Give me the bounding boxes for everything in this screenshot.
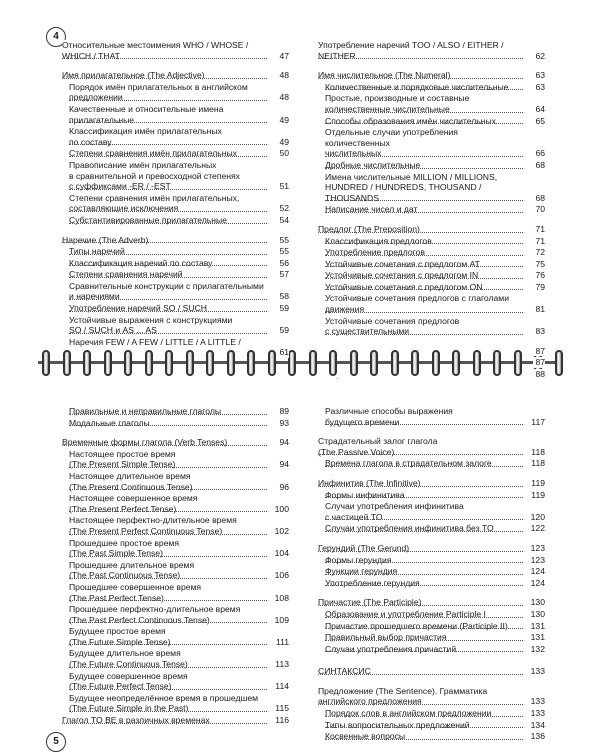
toc-page-ref: 96 xyxy=(279,481,289,492)
toc-subentry xyxy=(318,259,545,270)
toc-entry-title: Образование и употребление Participle I xyxy=(325,608,486,619)
toc-subentry xyxy=(62,449,289,470)
toc-entry-title: (The Past Perfect Tense) xyxy=(69,592,164,603)
toc-entry xyxy=(62,715,289,726)
toc-entry-title: количественные числительные xyxy=(325,103,450,114)
toc-entry-title: Герундий (The Gerund) xyxy=(318,542,410,553)
toc-page-ref: 58 xyxy=(279,291,289,302)
toc-page-ref: 123 xyxy=(530,542,545,553)
toc-entry-title: Устойчивые сочетания предлогов с глаголами xyxy=(325,293,521,304)
binding-ring xyxy=(247,350,255,376)
toc-entry-title: с суффиксами -ER / -EST xyxy=(69,181,171,192)
toc-entry-title: Степени сравнения имён прилагательных xyxy=(69,148,237,159)
toc-entry-title: Устойчивые сочетания с предлогом IN xyxy=(325,270,479,281)
toc-page-ref: 81 xyxy=(535,304,545,315)
toc-entry-title: предложении xyxy=(69,92,123,103)
binding-ring xyxy=(63,350,71,376)
toc-page-ref: 47 xyxy=(279,50,289,61)
binding-ring xyxy=(555,350,563,376)
toc-subentry xyxy=(318,204,545,215)
toc-subentry xyxy=(62,104,289,125)
toc-entry-title: в сравнительной и превосходной степенях xyxy=(69,171,265,182)
toc-entry-title: СИНТАКСИС xyxy=(318,666,371,677)
toc-subentry xyxy=(318,406,545,427)
toc-page-ref: 49 xyxy=(279,114,289,125)
toc-entry xyxy=(62,437,289,448)
toc-page-ref: 111 xyxy=(275,636,289,647)
toc-page-ref: 49 xyxy=(279,136,289,147)
toc-entry-title: (The Present Perfect Continuous Tense) xyxy=(69,525,223,536)
toc-subentry xyxy=(62,148,289,159)
toc-subentry xyxy=(62,418,289,429)
toc-entry-title: Прошедшее простое время xyxy=(69,538,265,549)
toc-page-ref: 113 xyxy=(275,659,289,670)
toc-entry-title: Случаи употребления причастий xyxy=(325,643,457,654)
toc-subentry xyxy=(62,604,289,625)
toc-page-ref: 79 xyxy=(535,281,545,292)
toc-entry-title: Употребление предлогов xyxy=(325,247,425,258)
binding-ring xyxy=(145,350,153,376)
binding-ring xyxy=(329,350,337,376)
toc-entry xyxy=(318,436,545,457)
toc-page-ref: 70 xyxy=(535,204,545,215)
toc-entry xyxy=(318,70,545,81)
binding-ring xyxy=(124,350,132,376)
toc-page-ref: 64 xyxy=(535,103,545,114)
toc-page-lower xyxy=(0,378,600,750)
toc-entry-title: (The Passive Voice) xyxy=(318,446,395,457)
toc-page-ref: 122 xyxy=(530,523,545,534)
toc-entry-title: (The Future Perfect Tense) xyxy=(69,681,172,692)
toc-entry xyxy=(318,224,545,235)
toc-page-ref: 63 xyxy=(535,81,545,92)
toc-entry-title: SO / SUCH и AS ... AS xyxy=(69,325,157,336)
toc-entry-title: Написание чисел и дат xyxy=(325,204,418,215)
toc-entry-title: Временные формы глагола (Verb Tenses) xyxy=(62,437,228,448)
toc-subentry xyxy=(62,648,289,669)
toc-subentry xyxy=(62,671,289,692)
toc-subentry xyxy=(318,621,545,632)
toc-page-ref: 94 xyxy=(279,459,289,470)
toc-entry-title: с частицей TO xyxy=(325,511,383,522)
toc-entry-title: (The Present Continuous Tense) xyxy=(69,481,193,492)
toc-entry xyxy=(318,543,545,554)
toc-entry-title: Типы наречий xyxy=(69,246,125,257)
toc-entry-title: Глагол TO BE в различных временах xyxy=(62,715,210,726)
toc-subentry xyxy=(62,538,289,559)
toc-subentry xyxy=(62,246,289,257)
toc-subentry xyxy=(318,93,545,114)
toc-entry-title: Употребление герундия xyxy=(325,577,420,588)
toc-entry xyxy=(318,666,545,677)
toc-page-ref: 133 xyxy=(530,708,545,719)
toc-entry-title: Наречие (The Adverb) xyxy=(62,234,149,245)
toc-page-ref: 68 xyxy=(535,159,545,170)
toc-entry-title: (The Past Continuous Tense) xyxy=(69,570,181,581)
toc-entry-title: Классификация имён прилагательных xyxy=(69,126,265,137)
toc-subentry xyxy=(318,501,545,522)
toc-entry-title: по составу xyxy=(69,136,112,147)
toc-subentry xyxy=(318,490,545,501)
toc-subentry xyxy=(62,258,289,269)
toc-page-ref: 119 xyxy=(531,477,545,488)
binding-ring xyxy=(493,350,501,376)
toc-entry-title: Случаи употребления инфинитива без TO xyxy=(325,523,494,534)
toc-entry-title: (The Present Perfect Tense) xyxy=(69,503,177,514)
toc-page-ref: 124 xyxy=(530,577,545,588)
binding-bar xyxy=(38,361,562,364)
toc-subentry xyxy=(318,172,545,204)
toc-page-ref: 117 xyxy=(531,416,545,427)
toc-entry-title: Классификация наречий по составу xyxy=(69,257,213,268)
toc-page-ref: 93 xyxy=(279,417,289,428)
toc-entry-title: Настоящее длительное время xyxy=(69,471,265,482)
toc-entry xyxy=(318,686,545,707)
toc-entry-title: английского предложения xyxy=(318,696,422,707)
toc-entry-title: HUNDRED / HUNDREDS, THOUSAND / xyxy=(325,182,521,193)
toc-page-ref: 124 xyxy=(530,566,545,577)
toc-page-ref: 66 xyxy=(535,148,545,159)
toc-entry-title: (The Future Continuous Tense) xyxy=(69,659,188,670)
toc-entry-title: Правильные и неправильные глаголы xyxy=(69,406,222,416)
toc-subentry xyxy=(62,281,289,302)
toc-subentry xyxy=(62,215,289,226)
toc-page-ref: 57 xyxy=(279,269,289,280)
toc-column-left xyxy=(62,40,289,359)
toc-entry xyxy=(62,70,289,81)
toc-page-ref: 133 xyxy=(530,666,545,677)
toc-entry xyxy=(318,597,545,608)
binding-ring xyxy=(268,350,276,376)
toc-entry-title: WHICH / THAT xyxy=(62,50,120,61)
toc-page-ref: 118 xyxy=(531,458,545,469)
toc-subentry xyxy=(318,731,545,742)
toc-entry-title: Устойчивые сочетания с предлогом ON xyxy=(325,281,483,292)
toc-entry-title: Случаи употребления инфинитива xyxy=(325,501,521,512)
toc-page-ref: 118 xyxy=(531,446,545,457)
toc-entry-title: NEITHER xyxy=(318,50,356,61)
toc-page-ref: 102 xyxy=(274,525,289,536)
toc-entry-title: Формы инфинитива xyxy=(325,489,405,500)
toc-entry-title: Функции герундия xyxy=(325,566,398,577)
toc-entry xyxy=(62,40,289,61)
toc-entry-title: Употребление наречий SO / SUCH xyxy=(69,303,207,314)
toc-subentry xyxy=(318,82,545,93)
toc-page-ref: 71 xyxy=(535,223,545,234)
toc-page-ref: 88 xyxy=(535,369,545,380)
toc-entry-title: Настоящее совершенное время xyxy=(69,493,265,504)
toc-page-ref: 63 xyxy=(535,70,545,81)
toc-entry-title: Правильный выбор причастия xyxy=(325,632,447,643)
toc-entry-title: Настоящее простое время xyxy=(69,449,265,460)
toc-subentry xyxy=(62,82,289,103)
toc-page-ref: 59 xyxy=(279,325,289,336)
toc-subentry xyxy=(318,236,545,247)
toc-subentry xyxy=(318,720,545,731)
toc-subentry xyxy=(318,555,545,566)
page-number-badge: 5 xyxy=(46,732,66,752)
toc-entry-title: Прошедшее совершенное время xyxy=(69,582,265,593)
toc-page-ref: 109 xyxy=(274,614,289,625)
toc-entry-title: Употребление наречий TOO / ALSO / EITHER / xyxy=(318,40,521,51)
toc-page-ref: 134 xyxy=(530,719,545,730)
toc-entry-title: Прошедшее перфектно-длительное время xyxy=(69,604,265,615)
page-number-badge: 4 xyxy=(46,27,66,47)
toc-entry-title: Предложение (The Sentence). Грамматика xyxy=(318,686,521,697)
spiral-binding xyxy=(0,345,600,378)
toc-entry-title: Косвенные вопросы xyxy=(325,731,406,742)
toc-entry-title: (The Past Simple Tense) xyxy=(69,548,163,559)
toc-page-ref: 119 xyxy=(531,489,545,500)
binding-ring xyxy=(104,350,112,376)
toc-entry-title: Настоящее перфектно-длительное время xyxy=(69,515,265,526)
toc-page-ref: 68 xyxy=(535,192,545,203)
toc-entry-title: Отдельные случаи употребления количественных xyxy=(325,127,521,148)
toc-entry-title: прилагательные xyxy=(69,114,135,125)
toc-subentry xyxy=(318,458,545,469)
toc-subentry xyxy=(62,582,289,603)
binding-ring xyxy=(514,350,522,376)
toc-entry-title: Будущее неопределённое время в прошедшем xyxy=(69,693,265,704)
toc-entry-title: Причастие прошедшего времени (Participle II) xyxy=(325,620,508,631)
toc-entry-title: (The Past Perfect Continuous Tense) xyxy=(69,614,210,625)
binding-ring xyxy=(165,350,173,376)
binding-ring xyxy=(391,350,399,376)
binding-ring xyxy=(350,350,358,376)
binding-ring xyxy=(227,350,235,376)
toc-entry-title: Устойчивые сочетания с предлогом AT xyxy=(325,258,480,269)
binding-ring xyxy=(83,350,91,376)
toc-page-ref: 89 xyxy=(279,406,289,416)
toc-page-ref: 130 xyxy=(530,608,545,619)
toc-subentry xyxy=(318,609,545,620)
toc-page-ref: 131 xyxy=(530,620,545,631)
toc-page-ref: 132 xyxy=(530,643,545,654)
binding-ring xyxy=(452,350,460,376)
toc-page-ref: 65 xyxy=(535,115,545,126)
toc-entry-title: Инфинитив (The Infinitive) xyxy=(318,477,421,488)
toc-subentry xyxy=(318,644,545,655)
toc-page-ref: 59 xyxy=(279,303,289,314)
toc-subentry xyxy=(62,493,289,514)
toc-entry-title: Будущее простое время xyxy=(69,626,265,637)
binding-ring xyxy=(432,350,440,376)
toc-subentry xyxy=(318,293,545,314)
toc-subentry xyxy=(62,160,289,192)
toc-entry-title: (The Future Simple Tense) xyxy=(69,636,171,647)
toc-entry-title: Правописание имён прилагательных xyxy=(69,160,265,171)
toc-entry-title: THOUSANDS xyxy=(325,192,379,203)
toc-subentry xyxy=(318,566,545,577)
toc-subentry xyxy=(62,126,289,147)
toc-page-ref: 75 xyxy=(535,258,545,269)
toc-page-ref: 123 xyxy=(530,554,545,565)
toc-page-ref: 55 xyxy=(279,246,289,257)
toc-entry-title: Порядок имён прилагательных в английском xyxy=(69,82,265,93)
toc-page-ref: 56 xyxy=(279,257,289,268)
toc-subentry xyxy=(62,515,289,536)
toc-page-ref: 52 xyxy=(279,203,289,214)
binding-ring xyxy=(370,350,378,376)
toc-entry-title: Будущее совершенное время xyxy=(69,671,265,682)
toc-column-right xyxy=(318,40,545,381)
toc-page-ref: 87 xyxy=(535,345,545,356)
toc-entry-title: Формы герундия xyxy=(325,554,392,565)
toc-subentry xyxy=(62,560,289,581)
toc-subentry xyxy=(318,127,545,159)
toc-page-ref: 130 xyxy=(530,597,545,608)
toc-column-right xyxy=(318,406,545,743)
toc-entry-title: Модальные глаголы xyxy=(69,417,150,428)
toc-entry-title: Сравнительные конструкции с прилагательными xyxy=(69,280,264,291)
toc-subentry xyxy=(62,471,289,492)
toc-subentry xyxy=(318,270,545,281)
toc-subentry xyxy=(318,316,545,337)
toc-entry-title: Предлог (The Preposition) xyxy=(318,223,420,234)
toc-entry-title: будущего времени xyxy=(325,416,400,427)
toc-entry-title: Простые, производные и составные xyxy=(325,93,521,104)
toc-entry-title: Устойчивые сочетания предлогов xyxy=(325,316,521,327)
toc-entry-title: Имена числительные MILLION / MILLIONS, xyxy=(325,172,521,183)
binding-ring xyxy=(309,350,317,376)
toc-entry xyxy=(318,478,545,489)
toc-entry-title: Устойчивые выражения с конструкциями xyxy=(69,315,265,326)
toc-subentry xyxy=(62,406,289,417)
toc-page-ref: 136 xyxy=(530,731,545,742)
toc-entry-title: Наречия FEW / A FEW / LITTLE / A LITTLE / xyxy=(69,337,265,348)
toc-entry-title: Способы образования имён числительных xyxy=(325,115,496,126)
toc-page-ref: 115 xyxy=(275,703,289,714)
toc-page-ref: 62 xyxy=(535,50,545,61)
toc-subentry xyxy=(62,315,289,336)
toc-page-ref: 108 xyxy=(274,592,289,603)
toc-subentry xyxy=(318,708,545,719)
toc-entry-title: движения xyxy=(325,304,365,315)
toc-entry-title: Субстантивированные прилагательные xyxy=(69,214,227,225)
toc-subentry xyxy=(62,303,289,314)
toc-entry-title: Типы вопросительных предложений xyxy=(325,719,470,730)
toc-subentry xyxy=(318,632,545,643)
toc-page-ref: 87 xyxy=(535,357,545,368)
toc-subentry xyxy=(318,247,545,258)
toc-page-ref: 51 xyxy=(279,181,289,192)
binding-ring xyxy=(42,350,50,376)
toc-subentry xyxy=(318,116,545,127)
toc-entry-title: Различные способы выражения xyxy=(325,406,521,417)
toc-entry-title: Имя прилагательное (The Adjective) xyxy=(62,70,205,81)
toc-subentry xyxy=(62,269,289,280)
binding-ring xyxy=(411,350,419,376)
toc-subentry xyxy=(318,282,545,293)
toc-subentry xyxy=(318,578,545,589)
toc-entry-title: Количественные и порядковые числительные xyxy=(325,81,509,92)
toc-entry-title: числительных xyxy=(325,148,382,159)
binding-ring xyxy=(186,350,194,376)
toc-page-ref: 61 xyxy=(279,347,289,358)
toc-entry-title: с существительными xyxy=(325,326,410,337)
toc-entry-title: Степени сравнения наречий xyxy=(69,269,183,280)
toc-page-ref: 106 xyxy=(274,570,289,581)
toc-entry-title: Будущее длительное время xyxy=(69,648,265,659)
toc-entry-title: Дробные числительные xyxy=(325,159,421,170)
toc-page-ref: 120 xyxy=(530,511,545,522)
toc-entry-title: Относительные местоимения WHO / WHOSE / xyxy=(62,40,265,51)
toc-page-ref: 54 xyxy=(279,214,289,225)
toc-entry-title: и наречиями xyxy=(69,291,120,302)
toc-subentry xyxy=(62,693,289,714)
toc-page-ref: 116 xyxy=(275,715,289,726)
toc-entry-title: составляющие исключения xyxy=(69,203,179,214)
toc-column-left xyxy=(62,406,289,727)
toc-subentry xyxy=(62,193,289,214)
toc-page-ref: 71 xyxy=(535,235,545,246)
toc-page-ref: 48 xyxy=(279,70,289,81)
toc-subentry xyxy=(318,523,545,534)
toc-entry-title: (The Present Simple Tense) xyxy=(69,459,176,470)
toc-page-ref: 48 xyxy=(279,92,289,103)
toc-page-ref: 114 xyxy=(275,681,289,692)
toc-page-ref: 104 xyxy=(274,548,289,559)
toc-subentry xyxy=(62,626,289,647)
toc-entry xyxy=(62,235,289,246)
toc-entry-title: Степени сравнения имён прилагательных, xyxy=(69,193,265,204)
binding-ring xyxy=(288,350,296,376)
toc-page-ref: 133 xyxy=(530,696,545,707)
toc-entry-title: Времена глагола в страдательном залоге xyxy=(325,458,492,469)
toc-page-ref: 50 xyxy=(279,148,289,159)
toc-page-ref: 100 xyxy=(274,503,289,514)
binding-ring xyxy=(473,350,481,376)
toc-entry-title: Прошедшее длительное время xyxy=(69,560,265,571)
toc-entry-title: Имя числительное (The Numeral) xyxy=(318,70,451,81)
toc-page-ref: 76 xyxy=(535,270,545,281)
toc-page-ref: 83 xyxy=(535,326,545,337)
toc-entry xyxy=(318,40,545,61)
toc-entry-title: Страдательный залог глагола xyxy=(318,436,521,447)
toc-entry-title: (The Future Simple in the Past) xyxy=(69,703,189,714)
toc-subentry xyxy=(318,160,545,171)
toc-entry-title: Качественные и относительные имена xyxy=(69,104,265,115)
toc-page-ref: 55 xyxy=(279,234,289,245)
toc-entry-title: Порядок слов в английском предложении xyxy=(325,708,492,719)
toc-page-ref: 131 xyxy=(530,632,545,643)
toc-page-ref: 72 xyxy=(535,247,545,258)
binding-ring xyxy=(206,350,214,376)
toc-entry-title: Классификация предлогов xyxy=(325,235,432,246)
toc-entry-title: Причастие (The Participle) xyxy=(318,597,422,608)
toc-page-ref: 94 xyxy=(279,437,289,448)
